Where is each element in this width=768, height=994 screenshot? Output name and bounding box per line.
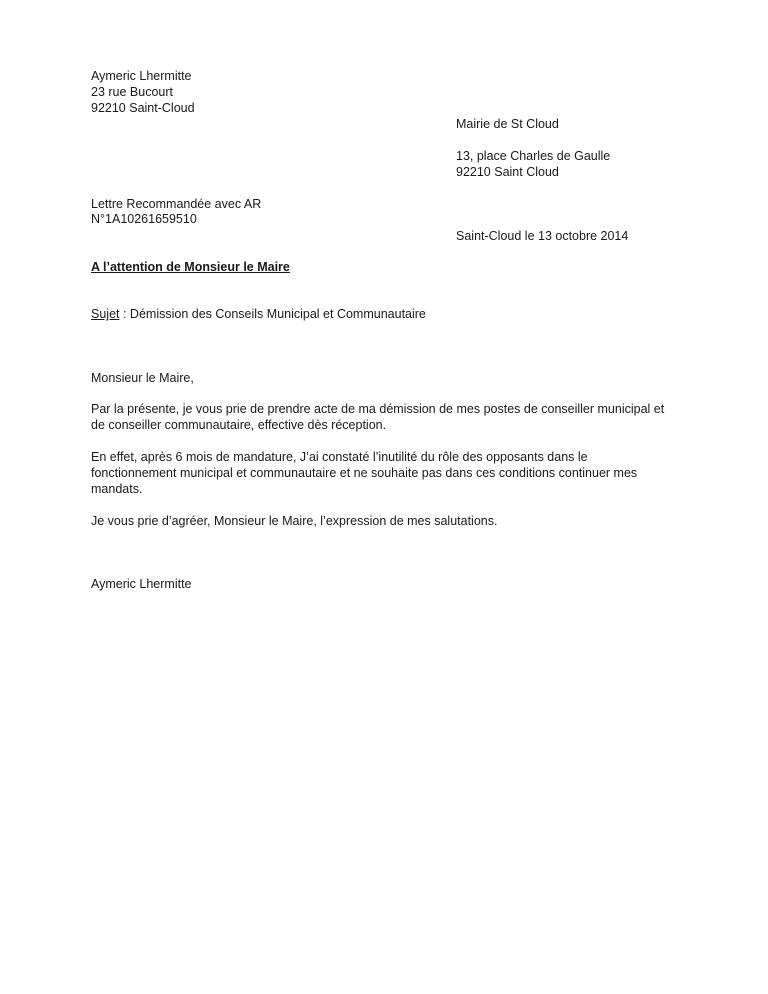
attention-line: A l’attention de Monsieur le Maire [91, 260, 290, 274]
signature: Aymeric Lhermitte [91, 577, 192, 591]
date-line: Saint-Cloud le 13 octobre 2014 [456, 229, 629, 243]
subject-text: Démission des Conseils Municipal et Communautaire [129, 307, 426, 321]
sender-street: 23 rue Bucourt [91, 85, 173, 99]
paragraph-text: Je vous prie d’agréer, Monsieur le Maire, l’expression de mes salutations. [91, 514, 498, 528]
registered-label: Lettre Recommandée avec AR [91, 197, 262, 211]
registered-number: N°1A10261659510 [91, 212, 197, 226]
body-paragraph-2 [91, 449, 676, 497]
subject-separator: : [119, 307, 130, 321]
recipient-street: 13, place Charles de Gaulle [456, 149, 611, 163]
recipient-name: Mairie de St Cloud [456, 117, 559, 131]
body-paragraph-3 [91, 513, 676, 529]
paragraph-text: Par la présente, je vous prie de prendre acte de ma démission de mes postes de conseiller municipal et de conseiller communautaire, effective dès réception. [91, 402, 665, 432]
paragraph-text: En effet, après 6 mois de mandature, J’ai constaté l’inutilité du rôle des opposants dans le fonctionnement municipal et communautaire et ne souhaite pas dans ces conditions continuer mes mandats. [91, 450, 638, 496]
sender-name: Aymeric Lhermitte [91, 69, 192, 83]
subject-label: Sujet [91, 307, 120, 321]
recipient-city: 92210 Saint Cloud [456, 165, 559, 179]
body-paragraph-1 [91, 401, 676, 433]
salutation: Monsieur le Maire, [91, 371, 194, 385]
subject-line [91, 306, 426, 322]
sender-city: 92210 Saint-Cloud [91, 101, 195, 115]
